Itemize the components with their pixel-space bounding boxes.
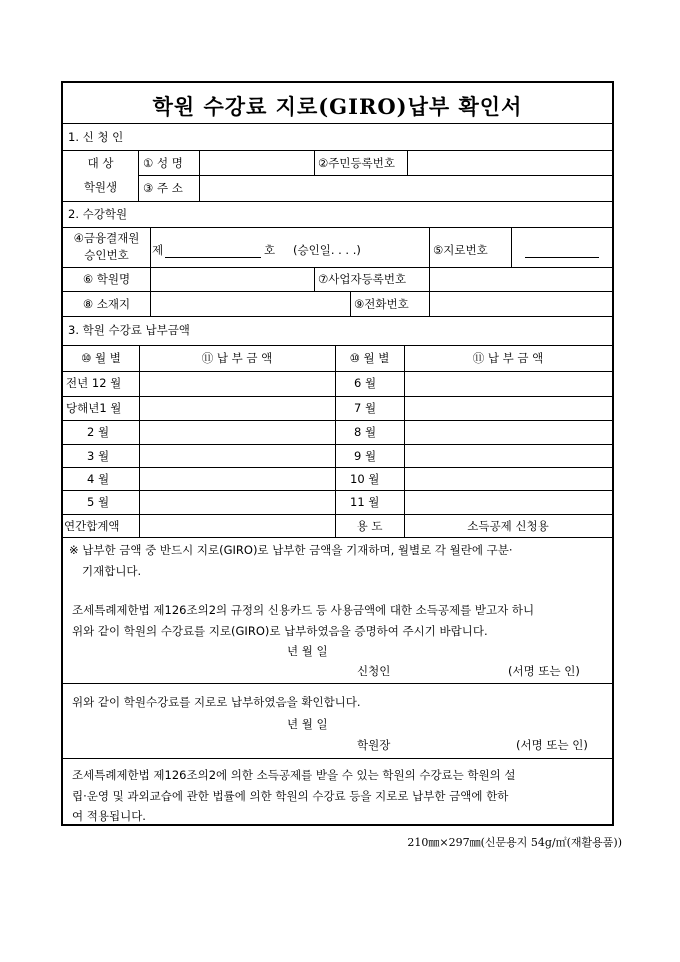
col-amount-header: ⑪ 납 부 금 액 xyxy=(472,351,544,365)
phone-label: ⑨전화번호 xyxy=(354,297,409,311)
col-line xyxy=(139,345,140,537)
divider xyxy=(63,467,612,468)
month-label: 전년 12 월 xyxy=(66,376,122,390)
col-line xyxy=(429,227,430,267)
giro-payment-form xyxy=(61,81,614,826)
col-line xyxy=(404,345,405,537)
note-line: 기재합니다. xyxy=(82,564,142,578)
col-line xyxy=(314,267,315,291)
applicant-sign: (서명 또는 인) xyxy=(508,664,580,678)
col-line xyxy=(429,291,430,316)
col-month-header: ⑩ 월 별 xyxy=(349,351,390,365)
month-label: 8 월 xyxy=(354,425,377,439)
address-label: ③ 주 소 xyxy=(143,181,183,195)
footer-line: 립·운영 및 과외교습에 관한 법률에 의한 학원의 수강료 등을 지로로 납부한 금액에 한하 xyxy=(72,789,509,803)
annual-total-label: 연간합계액 xyxy=(64,519,120,533)
footer-line: 조세특례제한법 제126조의2에 의한 소득공제를 받을 수 있는 학원의 수강료는 학원의 설 xyxy=(72,768,516,782)
col-line xyxy=(150,227,151,316)
divider xyxy=(63,371,612,372)
academy-name-label: ⑥ 학원명 xyxy=(82,272,131,286)
col-line xyxy=(138,150,139,201)
divider xyxy=(63,227,612,228)
divider xyxy=(63,490,612,491)
divider xyxy=(63,267,612,268)
request-date: 년 월 일 xyxy=(287,644,328,658)
confirm-line: 위와 같이 학원수강료를 지로로 납부하였음을 확인합니다. xyxy=(72,695,361,709)
month-label: 9 월 xyxy=(354,449,377,463)
divider xyxy=(63,291,612,292)
col-line xyxy=(314,150,315,175)
col-line xyxy=(407,150,408,175)
usage-value: 소득공제 신청용 xyxy=(467,519,549,533)
request-line: 조세특례제한법 제126조의2의 규정의 신용카드 등 사용금액에 대한 소득공제를 받고자 하니 xyxy=(72,603,535,617)
paper-size-note: 210㎜×297㎜(신문용지 54g/㎡(재활용품)) xyxy=(407,836,622,849)
col-line xyxy=(199,150,200,201)
target-label: 대 상 xyxy=(87,156,114,170)
form-title: 학원 수강료 지로(GIRO)납부 확인서 xyxy=(152,94,523,119)
month-label: 6 월 xyxy=(354,376,377,390)
divider xyxy=(63,683,612,684)
confirm-date: 년 월 일 xyxy=(287,717,328,731)
col-month-header: ⑩ 월 별 xyxy=(81,351,121,365)
divider xyxy=(63,316,612,317)
divider xyxy=(63,420,612,421)
month-label: 당해년1 월 xyxy=(66,401,122,415)
approval-date: (승인일. . . .) xyxy=(293,243,361,257)
divider xyxy=(63,201,612,202)
section-2-heading: 2. 수강학원 xyxy=(68,207,128,221)
month-label: 3 월 xyxy=(87,449,110,463)
divider xyxy=(63,537,612,538)
month-label: 5 월 xyxy=(87,495,110,509)
divider xyxy=(63,758,612,759)
approval-je: 제 xyxy=(152,243,164,257)
month-label: 2 월 xyxy=(87,425,110,439)
col-line xyxy=(429,267,430,291)
divider xyxy=(63,123,612,124)
applicant-label: 신청인 xyxy=(357,664,391,678)
name-label: ① 성 명 xyxy=(143,156,183,170)
footer-line: 여 적용됩니다. xyxy=(72,809,146,823)
giro-number-blank xyxy=(525,257,599,258)
request-line: 위와 같이 학원의 수강료를 지로(GIRO)로 납부하였음을 증명하여 주시기 바랍니다. xyxy=(72,624,488,638)
giro-label: ⑤지로번호 xyxy=(433,243,488,257)
note-line: ※ 납부한 금액 중 반드시 지로(GIRO)로 납부한 금액을 기재하며, 월별로 각 월란에 구분· xyxy=(69,543,513,557)
usage-label: 용 도 xyxy=(356,519,383,533)
section-3-heading: 3. 학원 수강료 납부금액 xyxy=(68,323,190,337)
divider xyxy=(63,150,612,151)
approval-label: ④금융결재원 xyxy=(73,231,140,245)
approval-label: 승인번호 xyxy=(84,248,129,262)
divider xyxy=(63,396,612,397)
rrn-label: ②주민등록번호 xyxy=(318,156,395,170)
col-line xyxy=(511,227,512,267)
bizreg-label: ⑦사업자등록번호 xyxy=(318,272,407,286)
month-label: 11 월 xyxy=(350,495,380,509)
col-amount-header: ⑪ 납 부 금 액 xyxy=(201,351,273,365)
month-label: 4 월 xyxy=(87,472,110,486)
approval-number-blank xyxy=(165,257,261,258)
divider xyxy=(138,175,612,176)
director-sign: (서명 또는 인) xyxy=(516,738,588,752)
divider xyxy=(63,345,612,346)
month-label: 7 월 xyxy=(354,401,377,415)
approval-ho: 호 xyxy=(264,243,276,257)
divider xyxy=(63,514,612,515)
divider xyxy=(63,444,612,445)
month-label: 10 월 xyxy=(350,472,380,486)
location-label: ⑧ 소재지 xyxy=(82,297,131,311)
col-line xyxy=(335,345,336,537)
target-label: 학원생 xyxy=(83,180,118,194)
section-1-heading: 1. 신 청 인 xyxy=(68,130,124,144)
director-label: 학원장 xyxy=(357,738,391,752)
col-line xyxy=(350,291,351,316)
